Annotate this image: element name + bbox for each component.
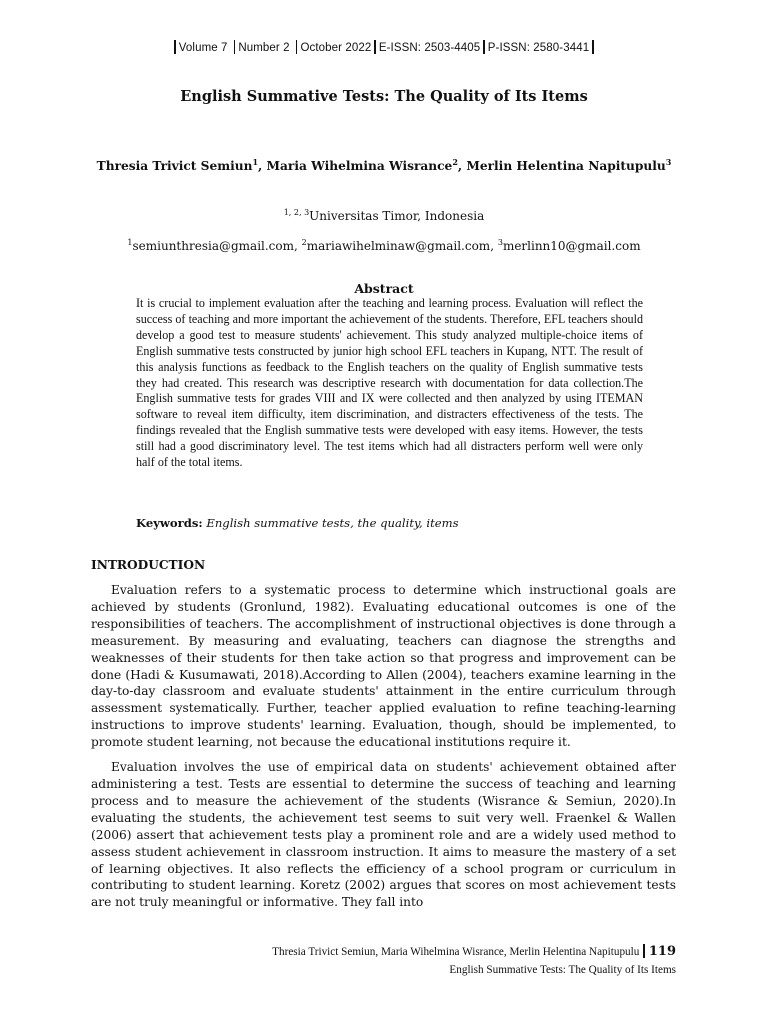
section-heading-introduction: INTRODUCTION: [91, 558, 206, 572]
abstract-text: It is crucial to implement evaluation after the teaching and learning process. Evaluation will reflect the success of teaching and more important the achievement of the students. Therefore, EFL teachers should develop a good test to measure students' achievement. This study analyzed multiple-choice items of English summative tests constructed by junior high school EFL teachers in Kupang, NTT. The result of this analysis functions as feedback to the English teachers on the quality of English summative tests they had created. This research was descriptive research with documentation for data collection.The English summative tests for grades VIII and IX were collected and then analyzed by using ITEMAN software to reveal item difficulty, item discrimination, and distracters effectiveness of the tests. The findings revealed that the English summative tests were developed with easy items. However, the tests still had a good discriminatory level. The test items which had all distracters perform well were only half of the total items.: [136, 296, 643, 470]
email-link[interactable]: merlinn10@gmail.com: [502, 239, 641, 253]
header-volume: Volume 7: [178, 42, 228, 54]
abstract-heading: Abstract: [354, 281, 414, 296]
affiliation-name: Universitas Timor, Indonesia: [309, 209, 485, 223]
author-sup: 1: [252, 157, 259, 167]
footer-running-title: English Summative Tests: The Quality of Its Items: [449, 964, 676, 976]
keywords-text: English summative tests, the quality, items: [206, 516, 459, 530]
affiliation: [0, 208, 768, 223]
author-name: Merlin Helentina Napitupulu: [466, 159, 666, 174]
paper-title: English Summative Tests: The Quality of Its Items: [180, 88, 588, 105]
email-sup: 2: [301, 238, 307, 247]
footer-divider: [643, 944, 645, 958]
email-sup: 3: [497, 238, 503, 247]
introduction-body: [91, 582, 676, 919]
header-divider: [374, 40, 376, 54]
email-link[interactable]: semiunthresia@gmail.com,: [132, 239, 298, 253]
journal-header: [0, 40, 768, 54]
email-list: [0, 238, 768, 253]
author-name: Maria Wihelmina Wisrance: [266, 159, 453, 174]
keywords: [136, 516, 656, 530]
header-divider: [234, 40, 236, 54]
header-eissn: E-ISSN: 2503-4405: [378, 42, 481, 54]
email-link[interactable]: mariawihelminaw@gmail.com,: [306, 239, 495, 253]
header-divider: [296, 40, 298, 54]
footer-authors: Thresia Trivict Semiun, Maria Wihelmina Wisrance, Merlin Helentina Napitupulu: [272, 946, 640, 958]
keywords-label: Keywords:: [136, 516, 203, 530]
author-name: Thresia Trivict Semiun: [96, 159, 253, 174]
page-footer: [272, 944, 676, 959]
paragraph: Evaluation refers to a systematic process to determine which instructional goals are achieved by students (Gronlund, 1982). Evaluating educational outcomes is one of the responsibilities of teachers. The accomplishment of instructional objectives is done through a measurement. By measuring and evaluating, teachers can diagnose the strengths and weaknesses of their students for then take action so that progress and improvement can be done (Hadi & Kusumawati, 2018).According to Allen (2004), teachers examine learning in the day-to-day classroom and evaluate students' attainment in the entire curriculum through assessment systematically. Further, teacher applied evaluation to refine teaching-learning instructions to improve students' learning. Evaluation, though, should be implemented, to promote student learning, not because the educational institutions require it.: [91, 583, 676, 750]
author-sup: 2: [452, 157, 458, 167]
author-sup: 3: [665, 157, 672, 167]
header-date: October 2022: [300, 42, 372, 54]
affiliation-sup: 1, 2, 3: [283, 208, 310, 217]
header-divider: [483, 40, 485, 54]
author-list: Thresia Trivict Semiun$^1$, Maria Wihelmina Wisrance$^2$, Merlin Helentina Napitupulu$^3$: [96, 157, 672, 174]
header-number: Number 2: [238, 42, 290, 54]
paragraph: Evaluation involves the use of empirical data on students' achievement obtained after administering a test. Tests are essential to determine the success of teaching and learning process and to measure the achievement of the students (Wisrance & Semiun, 2020).In evaluating the students, the achievement test seems to suit very well. Fraenkel & Wallen (2006) assert that achievement tests play a prominent role and are a widely used method to assess student achievement in classroom instruction. It aims to measure the mastery of a set of learning objectives. It also reflects the efficiency of a school program or curriculum in contributing to student learning. Koretz (2002) argues that scores on most achievement tests are not truly meaningful or informative. They fall into: [91, 760, 676, 910]
header-divider: [592, 40, 594, 54]
email-sup: 1: [127, 238, 133, 247]
header-pissn: P-ISSN: 2580-3441: [487, 42, 590, 54]
page-number: 119: [648, 944, 676, 959]
header-divider: [174, 40, 176, 54]
